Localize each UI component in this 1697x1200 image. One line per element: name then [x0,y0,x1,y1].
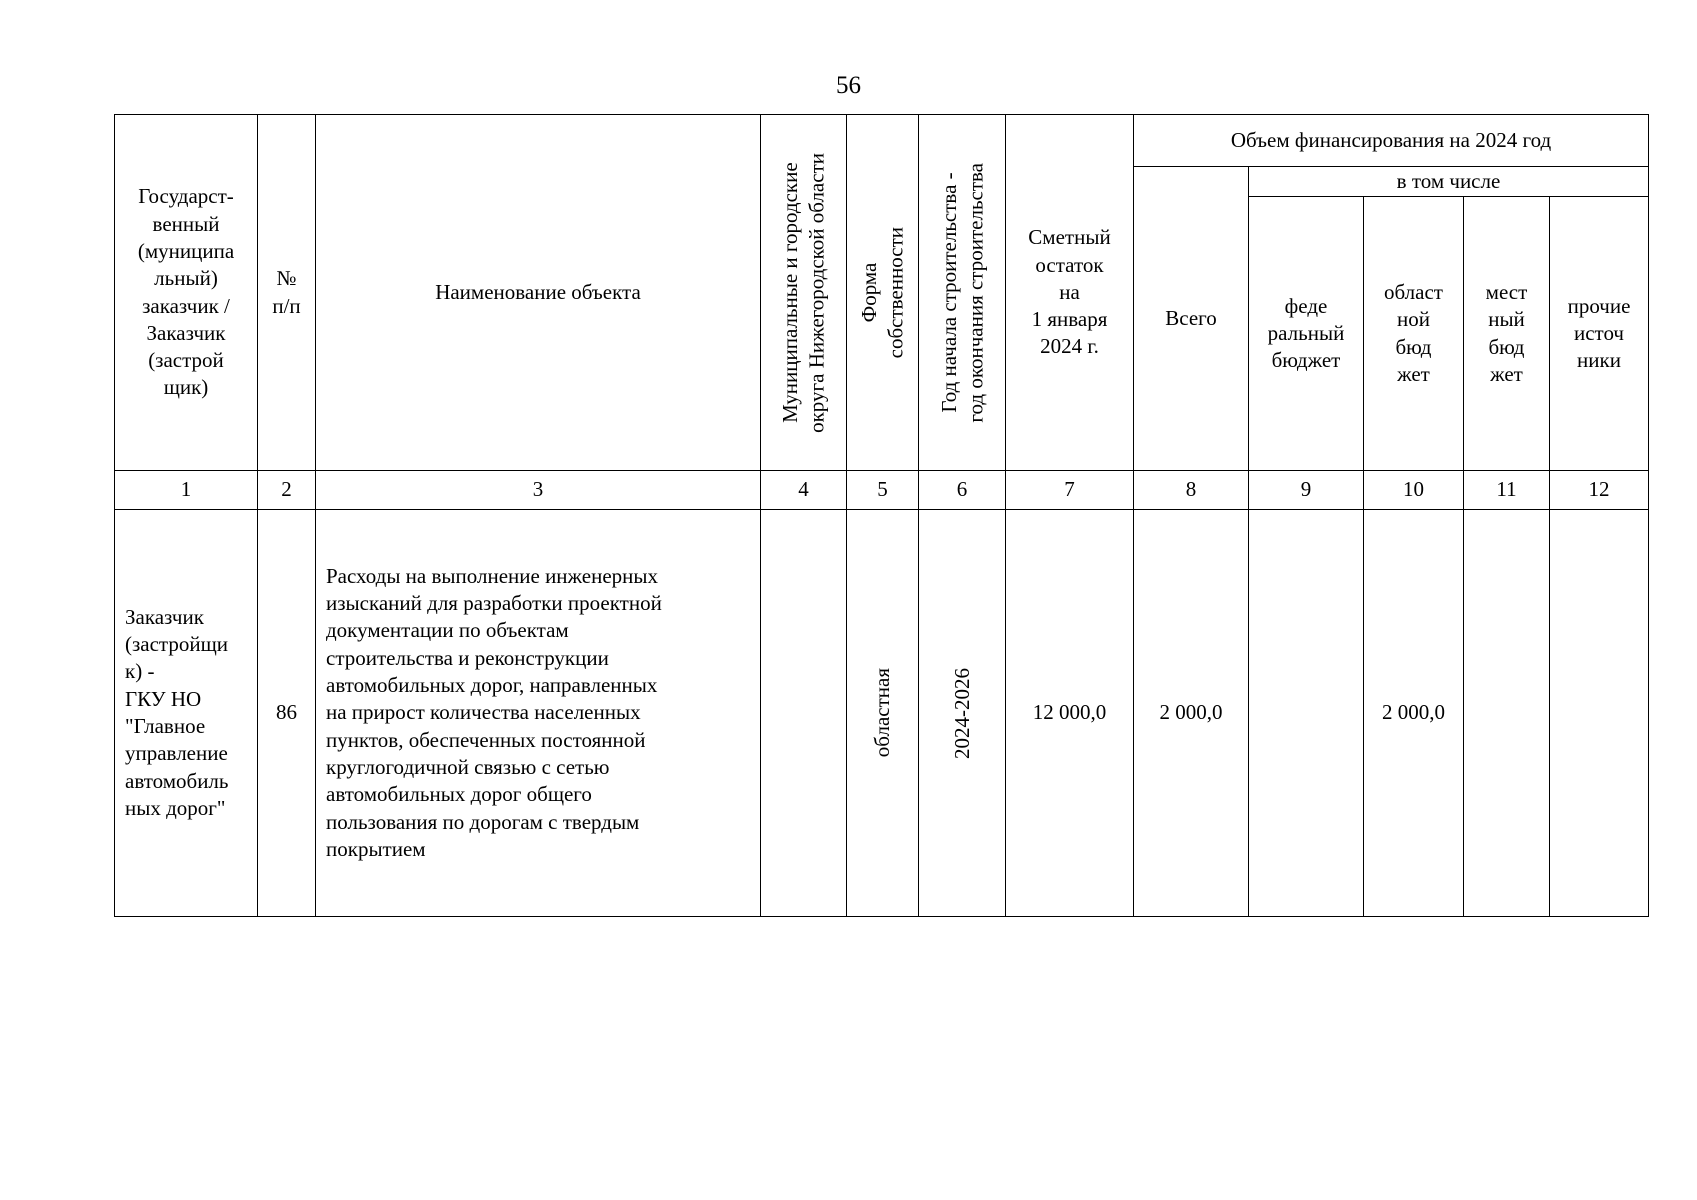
header-years [919,115,1006,471]
row-years [919,510,1006,917]
header-federal: феде ральный бюджет [1249,197,1364,471]
col-number: 9 [1249,471,1364,510]
row-balance: 12 000,0 [1006,510,1134,917]
financing-table [114,114,1649,917]
header-regional: област ной бюд жет [1364,197,1464,471]
row-municipal [761,510,847,917]
row-regional: 2 000,0 [1364,510,1464,917]
col-number: 12 [1550,471,1649,510]
header-local: мест ный бюд жет [1464,197,1550,471]
row-local [1464,510,1550,917]
row-total: 2 000,0 [1134,510,1249,917]
header-ownership-label: Форма собственности [857,226,908,359]
header-other: прочие источ ники [1550,197,1649,471]
row-ownership-value: областная [870,668,895,758]
header-municipal [761,115,847,471]
header-object-name: Наименование объекта [316,115,761,471]
col-number: 7 [1006,471,1134,510]
row-ownership [847,510,919,917]
header-years-label: Год начала строительства - год окончания строительства [936,162,987,423]
row-number: 86 [258,510,316,917]
header-including: в том числе [1249,167,1649,197]
header-customer: Государст- венный (муниципа льный) заказчик / Заказчик (застрой щик) [115,115,258,471]
row-object-name: Расходы на выполнение инженерных изысканий для разработки проектной документации по объектам строительства и реконструкции автомобильных дорог, направленных на прирост количества населенных пунктов, обеспеченных постоянной круглогодичной связью с сетью автомобильных дорог общего пользования по дорогам с твердым покрытием [316,510,761,917]
row-other [1550,510,1649,917]
row-years-value: 2024-2026 [949,667,974,759]
col-number: 3 [316,471,761,510]
page-number: 56 [836,72,861,99]
header-funding-title: Объем финансирования на 2024 год [1134,115,1649,167]
header-ownership [847,115,919,471]
col-number: 11 [1464,471,1550,510]
header-balance: Сметный остаток на 1 января 2024 г. [1006,115,1134,471]
header-total: Всего [1134,167,1249,471]
header-municipal-label: Муниципальные и городские округа Нижегородской области [778,152,829,433]
col-number: 8 [1134,471,1249,510]
col-number: 5 [847,471,919,510]
col-number: 2 [258,471,316,510]
col-number: 1 [115,471,258,510]
header-number: № п/п [258,115,316,471]
col-number: 4 [761,471,847,510]
col-number: 10 [1364,471,1464,510]
table-row [115,510,1649,917]
row-customer: Заказчик (застройщи к) - ГКУ НО "Главное управление автомобиль ных дорог" [115,510,258,917]
col-number: 6 [919,471,1006,510]
row-federal [1249,510,1364,917]
